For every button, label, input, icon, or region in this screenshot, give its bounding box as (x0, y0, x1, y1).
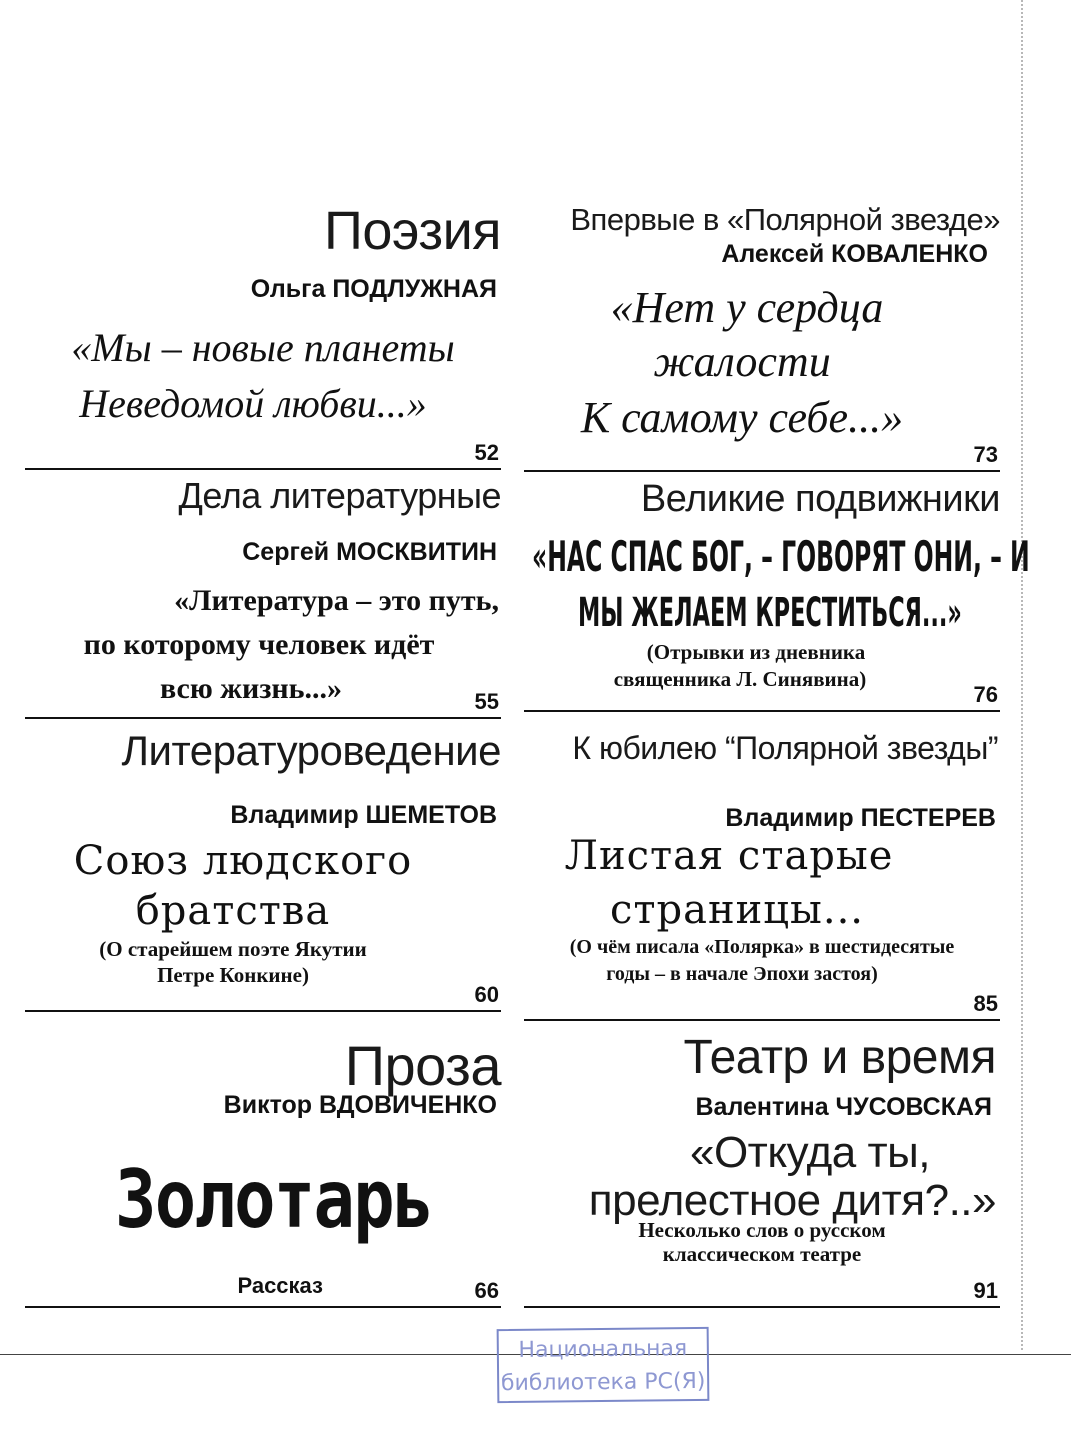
title-line: МЫ ЖЕЛАЕМ КРЕСТИТЬСЯ...» (578, 590, 962, 636)
section-heading: Поэзия (324, 201, 501, 261)
toc-entry-first-published (524, 200, 1000, 472)
subtitle-line: годы – в начале Эпохи застоя) (606, 963, 878, 985)
entry-divider (524, 710, 1000, 712)
subtitle-line: (О старейшем поэте Якутии (99, 937, 367, 961)
entry-divider (524, 1306, 1000, 1308)
section-heading: Впервые в «Полярной звезде» (570, 202, 1000, 237)
subtitle-line: священника Л. Синявина) (613, 667, 867, 691)
title-line: «Нет у сердца (610, 283, 884, 332)
subtitle-line: Несколько слов о русском (638, 1218, 886, 1242)
section-heading: Проза (344, 1034, 501, 1097)
author-name: Виктор ВДОВИЧЕНКО (223, 1091, 497, 1119)
author-name: Валентина ЧУСОВСКАЯ (695, 1093, 992, 1121)
title-line: «Мы – новые планеты (71, 325, 455, 370)
title-line: по которому человек идёт (83, 628, 435, 661)
toc-entry-literary-affairs (25, 475, 501, 719)
page-edge-line (1021, 0, 1023, 1350)
title-line: братства (135, 888, 331, 934)
page-number: 85 (973, 991, 998, 1016)
toc-entry-poetry (25, 200, 501, 470)
toc-entry-anniversary (524, 730, 1000, 1021)
title-line: жалости (653, 337, 831, 386)
entry-divider (25, 1010, 501, 1012)
toc-entry-prose (25, 1033, 501, 1308)
title-line: К самому себе...» (580, 393, 904, 442)
section-heading: К юбилею “Полярной звезды” (572, 730, 998, 766)
title-line: Листая старые (564, 833, 894, 879)
section-heading: Литературоведение (121, 727, 501, 774)
subtitle-line: Петре Конкине) (157, 963, 309, 987)
title-line: «Литература – это путь, (174, 584, 499, 617)
page-number: 55 (474, 689, 499, 714)
author-name: Владимир ПЕСТЕРЕВ (725, 804, 996, 832)
title-line: Золотарь (115, 1153, 433, 1246)
title-line: страницы... (609, 887, 864, 933)
page-number: 91 (973, 1278, 998, 1303)
toc-entry-theatre (524, 1030, 1000, 1308)
page-number: 73 (973, 442, 998, 467)
subtitle-line: (О чём писала «Полярка» в шестидесятые (569, 936, 955, 958)
stamp-line: Национальная (518, 1336, 688, 1363)
author-name: Владимир ШЕМЕТОВ (230, 801, 497, 829)
author-name: Ольга ПОДЛУЖНАЯ (250, 275, 497, 303)
page-number: 52 (474, 440, 499, 465)
section-heading: Дела литературные (178, 475, 501, 516)
title-line: Союз людского (73, 838, 413, 884)
entry-divider (25, 1306, 501, 1308)
entry-divider (25, 468, 501, 470)
section-heading: Великие подвижники (640, 478, 1000, 520)
library-stamp (497, 1327, 710, 1403)
toc-entry-literary-studies (25, 727, 501, 1012)
page-number: 66 (474, 1278, 499, 1303)
entry-divider (524, 1019, 1000, 1021)
subtitle-line: классическом театре (662, 1242, 862, 1266)
author-name: Сергей МОСКВИТИН (242, 538, 497, 566)
author-name: Алексей КОВАЛЕНКО (721, 240, 988, 268)
title-line: «Откуда ты, (689, 1128, 930, 1177)
page-number: 60 (474, 982, 499, 1007)
stamp-line: библиотека РС(Я) (500, 1368, 706, 1397)
page-number: 76 (973, 682, 998, 707)
toc-entry-great-ascetics (524, 478, 1030, 712)
title-line: Неведомой любви...» (79, 381, 427, 426)
section-heading: Театр и время (683, 1031, 996, 1084)
entry-divider (25, 717, 501, 719)
subtitle-line: (Отрывки из дневника (646, 640, 866, 664)
genre-label: Рассказ (237, 1273, 323, 1298)
title-line: прелестное дитя?..» (588, 1176, 996, 1225)
title-line: «НАС СПАС БОГ, – ГОВОРЯТ ОНИ, – И (532, 532, 1030, 581)
title-line: всю жизнь...» (159, 672, 343, 705)
entry-divider (524, 470, 1000, 472)
